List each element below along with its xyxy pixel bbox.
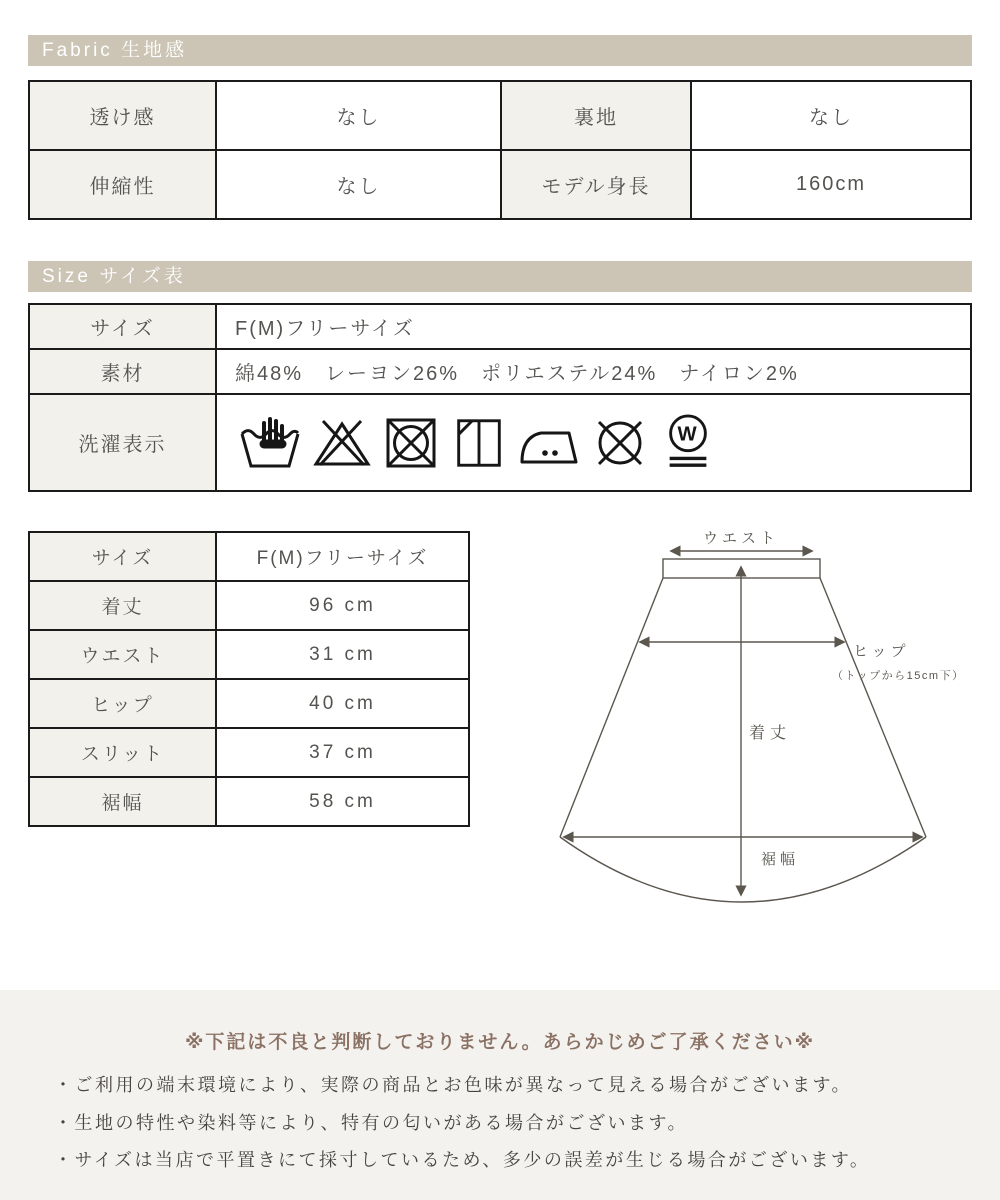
fabric-label-cell: モデル身長 [501, 150, 691, 219]
measurement-label-cell: 裾幅 [29, 777, 216, 826]
hip-label: ヒップ [853, 643, 910, 660]
care-icons-row [235, 412, 970, 474]
skirt-left-edge [560, 578, 663, 837]
measurement-value-cell: 40 cm [216, 679, 469, 728]
wet-cleaning-gentle-icon [659, 412, 717, 474]
fabric-value-cell: なし [216, 150, 501, 219]
fabric-row [29, 150, 971, 219]
measurement-row [29, 777, 469, 826]
measurement-value-cell: 37 cm [216, 728, 469, 777]
size-spec-table [28, 303, 972, 492]
hand-wash-icon [237, 413, 303, 473]
fabric-row [29, 81, 971, 150]
hip-note: （トップから15cm下） [832, 670, 965, 682]
disclaimer-section [0, 990, 1000, 1200]
do-not-dry-clean-icon [590, 413, 650, 473]
size-row [29, 304, 971, 349]
material-value-cell: 綿48% レーヨン26% ポリエステル24% ナイロン2% [216, 349, 971, 394]
note-item: ・生地の特性や染料等により、特有の匂いがある場合がございます。 [54, 1112, 689, 1133]
care-icons-cell [216, 394, 971, 491]
size-value-cell: F(M)フリーサイズ [216, 304, 971, 349]
measurement-label-cell: スリット [29, 728, 216, 777]
material-label-cell: 素材 [29, 349, 216, 394]
fabric-section-header: Fabric 生地感 [28, 35, 972, 66]
iron-medium-heat-icon [517, 413, 581, 473]
measurement-value-cell: F(M)フリーサイズ [216, 532, 469, 581]
hang-dry-in-shade-icon [450, 413, 508, 473]
care-label-cell: 洗濯表示 [29, 394, 216, 491]
fabric-value-cell: なし [216, 81, 501, 150]
measurement-label-cell: 着丈 [29, 581, 216, 630]
measurement-label-cell: ヒップ [29, 679, 216, 728]
measurement-row [29, 630, 469, 679]
fabric-label-cell: 透け感 [29, 81, 216, 150]
fabric-value-cell: 160cm [691, 150, 971, 219]
note-item: ・サイズは当店で平置きにて採寸しているため、多少の誤差が生じる場合がございます。 [54, 1150, 871, 1170]
measurement-row [29, 679, 469, 728]
skirt-hem-curve [560, 837, 926, 902]
disclaimer-heading: ※下記は不良と判断しておりません。あらかじめご了承ください※ [184, 1032, 816, 1053]
do-not-bleach-icon [312, 413, 372, 473]
waist-label: ウエスト [702, 530, 780, 547]
disclaimer-list [0, 1067, 1000, 1180]
measurement-value-cell: 58 cm [216, 777, 469, 826]
size-label-cell: サイズ [29, 304, 216, 349]
note-item: ・ご利用の端末環境により、実際の商品とお色味が異なって見える場合がございます。 [54, 1075, 853, 1095]
care-row [29, 394, 971, 491]
fabric-label-cell: 伸縮性 [29, 150, 216, 219]
measurements-table [28, 531, 470, 827]
material-row [29, 349, 971, 394]
hem-label: 裾幅 [761, 851, 800, 868]
fabric-table [28, 80, 972, 220]
fabric-value-cell: なし [691, 81, 971, 150]
measurement-row [29, 728, 469, 777]
measurement-row [29, 581, 469, 630]
skirt-right-edge [820, 578, 926, 837]
skirt-measurement-diagram [540, 520, 990, 920]
measurement-value-cell: 96 cm [216, 581, 469, 630]
measurement-label-cell: ウエスト [29, 630, 216, 679]
measurement-value-cell: 31 cm [216, 630, 469, 679]
fabric-label-cell: 裏地 [501, 81, 691, 150]
measurement-row [29, 532, 469, 581]
svg-text:W: W [677, 423, 699, 446]
size-section-header: Size サイズ表 [28, 261, 972, 292]
do-not-tumble-dry-icon [381, 413, 441, 473]
measurement-label-cell: サイズ [29, 532, 216, 581]
length-label: 着丈 [749, 725, 792, 742]
